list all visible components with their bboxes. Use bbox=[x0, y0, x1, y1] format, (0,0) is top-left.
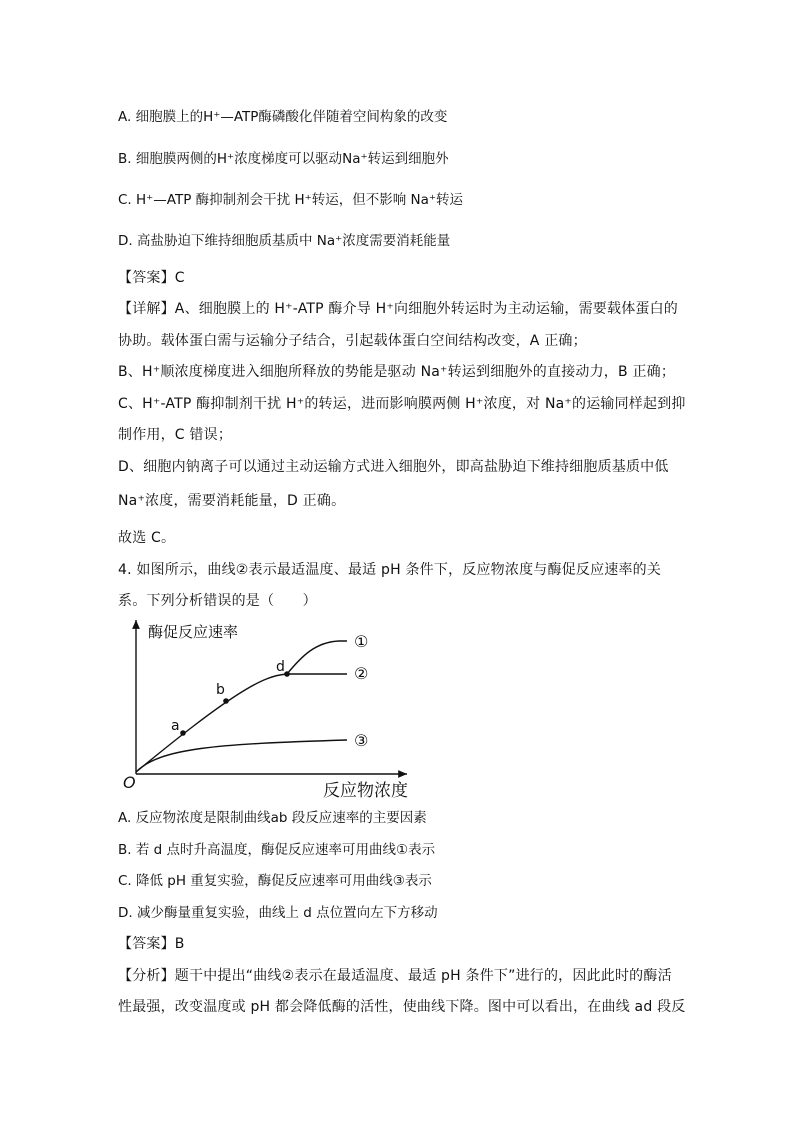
point-b-label: b bbox=[216, 682, 225, 698]
q4-option-a: A. 反应物浓度是限制曲线ab 段反应速率的主要因素 bbox=[118, 810, 427, 826]
q4-option-b: B. 若 d 点时升高温度，酶促反应速率可用曲线①表示 bbox=[118, 842, 436, 858]
q3-option-a: A. 细胞膜上的H⁺—ATP酶磷酸化伴随着空间构象的改变 bbox=[118, 109, 448, 125]
curve-1 bbox=[287, 641, 347, 674]
point-d-label: d bbox=[276, 659, 285, 675]
q3-conclusion: 故选 C。 bbox=[118, 530, 176, 546]
reaction-rate-figure bbox=[115, 612, 435, 802]
q3-explanation-line-1: 【详解】A、细胞膜上的 H⁺-ATP 酶介导 H⁺向细胞外转运时为主动运输，需要载体蛋白的 bbox=[118, 301, 678, 317]
q4-analysis-line-2: 性最强，改变温度或 pH 都会降低酶的活性，使曲线下降。图中可以看出，在曲线 ad 段反 bbox=[118, 999, 686, 1015]
q4-option-c: C. 降低 pH 重复实验，酶促反应速率可用曲线③表示 bbox=[118, 873, 432, 889]
point-a-marker bbox=[180, 730, 186, 736]
q4-analysis-line-1: 【分析】题干中提出“曲线②表示在最适温度、最适 pH 条件下”进行的，因此此时的酶活 bbox=[118, 968, 672, 984]
q3-answer: 【答案】C bbox=[118, 270, 185, 286]
curve-1-label: ① bbox=[354, 632, 369, 651]
point-b-marker bbox=[223, 698, 229, 704]
q3-option-c: C. H⁺—ATP 酶抑制剂会干扰 H⁺转运，但不影响 Na⁺转运 bbox=[118, 192, 464, 208]
q3-explanation-line-3: B、H⁺顺浓度梯度进入细胞所释放的势能是驱动 Na⁺转运到细胞外的直接动力，B 正确； bbox=[118, 364, 676, 380]
y-axis-label: 酶促反应速率 bbox=[148, 623, 239, 641]
q3-option-b: B. 细胞膜两侧的H⁺浓度梯度可以驱动Na⁺转运到细胞外 bbox=[118, 151, 449, 167]
curve-3-label: ③ bbox=[354, 731, 369, 750]
point-d-marker bbox=[284, 671, 290, 677]
q3-option-d: D. 高盐胁迫下维持细胞质基质中 Na⁺浓度需要消耗能量 bbox=[118, 233, 451, 249]
q4-option-d: D. 减少酶量重复实验，曲线上 d 点位置向左下方移动 bbox=[118, 905, 438, 921]
curve-3 bbox=[136, 740, 347, 772]
q4-stem-line-2: 系。下列分析错误的是（ ） bbox=[118, 593, 317, 609]
q3-explanation-line-4: C、H⁺-ATP 酶抑制剂干扰 H⁺的转运，进而影响膜两侧 H⁺浓度，对 Na⁺的运输同样起到抑 bbox=[118, 396, 686, 412]
curve-2-label: ② bbox=[354, 664, 369, 683]
origin-label: O bbox=[123, 773, 136, 792]
curve-segment-a-to-d bbox=[136, 674, 287, 772]
x-axis-label: 反应物浓度 bbox=[323, 781, 408, 801]
q4-answer: 【答案】B bbox=[118, 936, 185, 952]
point-a-label: a bbox=[171, 718, 180, 734]
q4-stem-line-1: 4. 如图所示，曲线②表示最适温度、最适 pH 条件下，反应物浓度与酶促反应速率的关 bbox=[118, 562, 662, 578]
q3-explanation-line-5: 制作用，C 错误； bbox=[118, 427, 233, 443]
q3-explanation-line-7: Na⁺浓度，需要消耗能量，D 正确。 bbox=[118, 493, 346, 509]
q3-explanation-line-2: 协助。载体蛋白需与运输分子结合，引起载体蛋白空间结构改变，A 正确； bbox=[118, 333, 587, 349]
q3-explanation-line-6: D、细胞内钠离子可以通过主动运输方式进入细胞外，即高盐胁迫下维持细胞质基质中低 bbox=[118, 459, 669, 475]
